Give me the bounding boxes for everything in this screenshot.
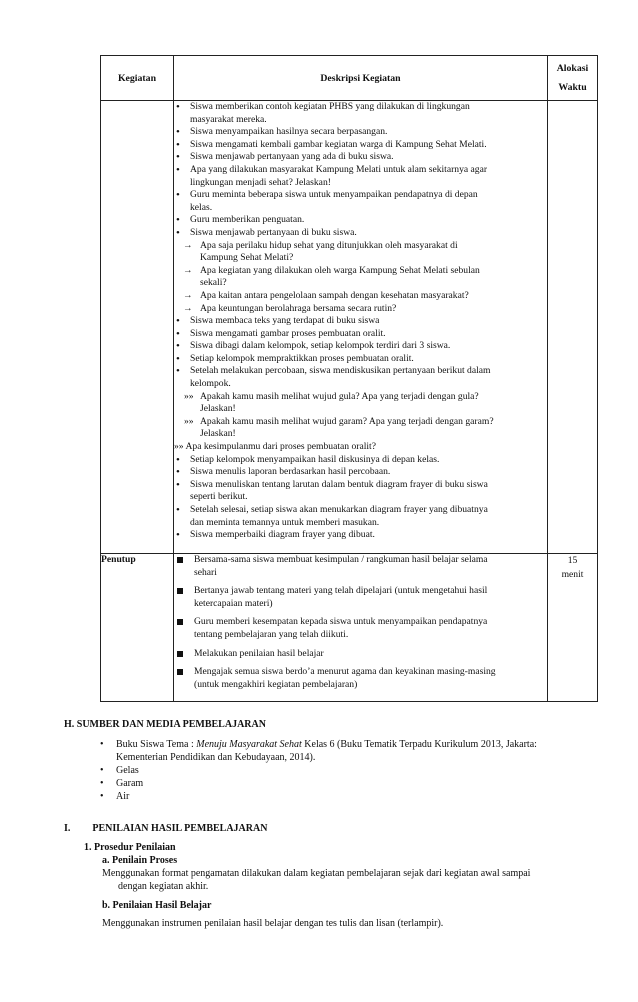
list-item: • Siswa memperbaiki diagram frayer yang dibuat.	[174, 529, 547, 542]
cell-kegiatan-empty	[101, 101, 174, 554]
list-item: • Setiap kelompok menyampaikan hasil diskusinya di depan kelas.	[174, 454, 547, 467]
list-item: Guru memberi kesempatan kepada siswa untuk menyampaikan pendapatnya tentang pembelajaran yang telah diikuti.	[174, 616, 547, 641]
list-item: • Apa yang dilakukan masyarakat Kampung Melati untuk alam sekitarnya agar lingkungan menjadi sehat? Jelaskan!	[174, 164, 547, 189]
penutup-list	[174, 554, 547, 691]
lesson-activity-table	[100, 55, 598, 702]
list-item: • Siswa menjawab pertanyaan yang ada di buku siswa.	[174, 151, 547, 164]
penilaian-proses-text: Menggunakan format pengamatan dilakukan dalam kegiatan pembelajaran sejak dari kegiatan awal sampai dengan kegiatan akhir.	[102, 868, 531, 892]
list-item: Mengajak semua siswa berdo’a menurut agama dan keyakinan masing-masing (untuk mengakhiri kegiatan pembelajaran)	[174, 666, 547, 691]
penilaian-proses-heading: a. Penilain Proses	[102, 855, 178, 866]
media-list	[100, 764, 604, 803]
section-h-title: H. SUMBER DAN MEDIA PEMBELAJARAN	[64, 719, 266, 730]
section-sumber-media	[64, 718, 604, 803]
penutup-waktu: 15 menit	[548, 554, 598, 702]
table-header-row	[101, 56, 598, 101]
section-penilaian	[64, 822, 614, 930]
list-item: Bersama-sama siswa membuat kesimpulan / rangkuman hasil belajar selama sehari	[174, 554, 547, 579]
list-item: • Siswa membaca teks yang terdapat di buku siswa	[174, 315, 547, 328]
list-item: → Apa kegiatan yang dilakukan oleh warga Kampung Sehat Melati sebulan sekali?	[174, 265, 547, 290]
list-item: Bertanya jawab tentang materi yang telah dipelajari (untuk mengetahui hasil ketercapaian materi)	[174, 585, 547, 610]
list-item: • Siswa menjawab pertanyaan di buku siswa.	[174, 227, 547, 240]
list-item: • Siswa dibagi dalam kelompok, setiap kelompok terdiri dari 3 siswa.	[174, 340, 547, 353]
list-item: • Garam	[100, 777, 604, 790]
list-item: → Apa keuntungan berolahraga bersama secara rutin?	[174, 303, 547, 316]
list-item: • Siswa mengamati gambar proses pembuatan oralit.	[174, 328, 547, 341]
list-item: • Siswa memberikan contoh kegiatan PHBS yang dilakukan di lingkungan masyarakat mereka.	[174, 101, 547, 126]
table-row-inti	[101, 101, 598, 554]
list-item: → Apa kaitan antara pengelolaan sampah dengan kesehatan masyarakat?	[174, 290, 547, 303]
list-item: • Siswa menuliskan tentang larutan dalam bentuk diagram frayer di buku siswa seperti berikut.	[174, 479, 547, 504]
list-item: • Siswa menyampaikan hasilnya secara berpasangan.	[174, 126, 547, 139]
penilaian-hasil-heading: b. Penilaian Hasil Belajar	[102, 900, 212, 911]
prosedur-penilaian-heading: 1. Prosedur Penilaian	[84, 842, 176, 853]
cell-deskripsi-inti	[174, 101, 548, 554]
header-alokasi-waktu: Alokasi Waktu	[548, 56, 598, 101]
list-item: • Buku Siswa Tema : Menuju Masyarakat Sehat Kelas 6 (Buku Tematik Terpadu Kurikulum 2013, Jakarta: Kementerian Pendidikan dan Kebudayaan, 2014).	[100, 738, 604, 764]
list-item: »» Apakah kamu masih melihat wujud garam? Apa yang terjadi dengan garam? Jelaskan!	[184, 415, 494, 440]
list-item: • Setelah melakukan percobaan, siswa mendiskusikan pertanyaan berikut dalam kelompok.	[174, 365, 547, 390]
list-item: Melakukan penilaian hasil belajar	[174, 648, 547, 661]
penilaian-hasil-text: Menggunakan instrumen penilaian hasil belajar dengan tes tulis dan lisan (terlampir).	[102, 918, 444, 929]
list-item: • Air	[100, 790, 604, 803]
section-i-title: I. PENILAIAN HASIL PEMBELAJARAN	[64, 823, 268, 834]
penutup-label: Penutup	[101, 554, 174, 702]
header-kegiatan: Kegiatan	[101, 56, 174, 101]
list-item: • Setelah selesai, setiap siswa akan menukarkan diagram frayer yang dibuatnya dan meminta temannya untuk memberi masukan.	[174, 504, 547, 529]
header-deskripsi: Deskripsi Kegiatan	[174, 56, 548, 101]
list-item: • Gelas	[100, 764, 604, 777]
list-item: • Setiap kelompok mempraktikkan proses pembuatan oralit.	[174, 353, 547, 366]
list-item: »» Apakah kamu masih melihat wujud gula? Apa yang terjadi dengan gula? Jelaskan!	[184, 390, 479, 415]
cell-waktu-empty	[548, 101, 598, 554]
list-item: »» Apa kesimpulanmu dari proses pembuatan oralit?	[174, 441, 376, 453]
activity-list	[174, 101, 547, 542]
cell-deskripsi-penutup	[174, 554, 548, 702]
list-item: → Apa saja perilaku hidup sehat yang ditunjukkan oleh masyarakat di Kampung Sehat Melati?	[174, 240, 547, 265]
list-item: • Guru memberikan penguatan.	[174, 214, 547, 227]
table-row-penutup	[101, 554, 598, 702]
list-item: • Guru meminta beberapa siswa untuk menyampaikan pendapatnya di depan kelas.	[174, 189, 547, 214]
list-item: • Siswa menulis laporan berdasarkan hasil percobaan.	[174, 466, 547, 479]
list-item: • Siswa mengamati kembali gambar kegiatan warga di Kampung Sehat Melati.	[174, 139, 547, 152]
